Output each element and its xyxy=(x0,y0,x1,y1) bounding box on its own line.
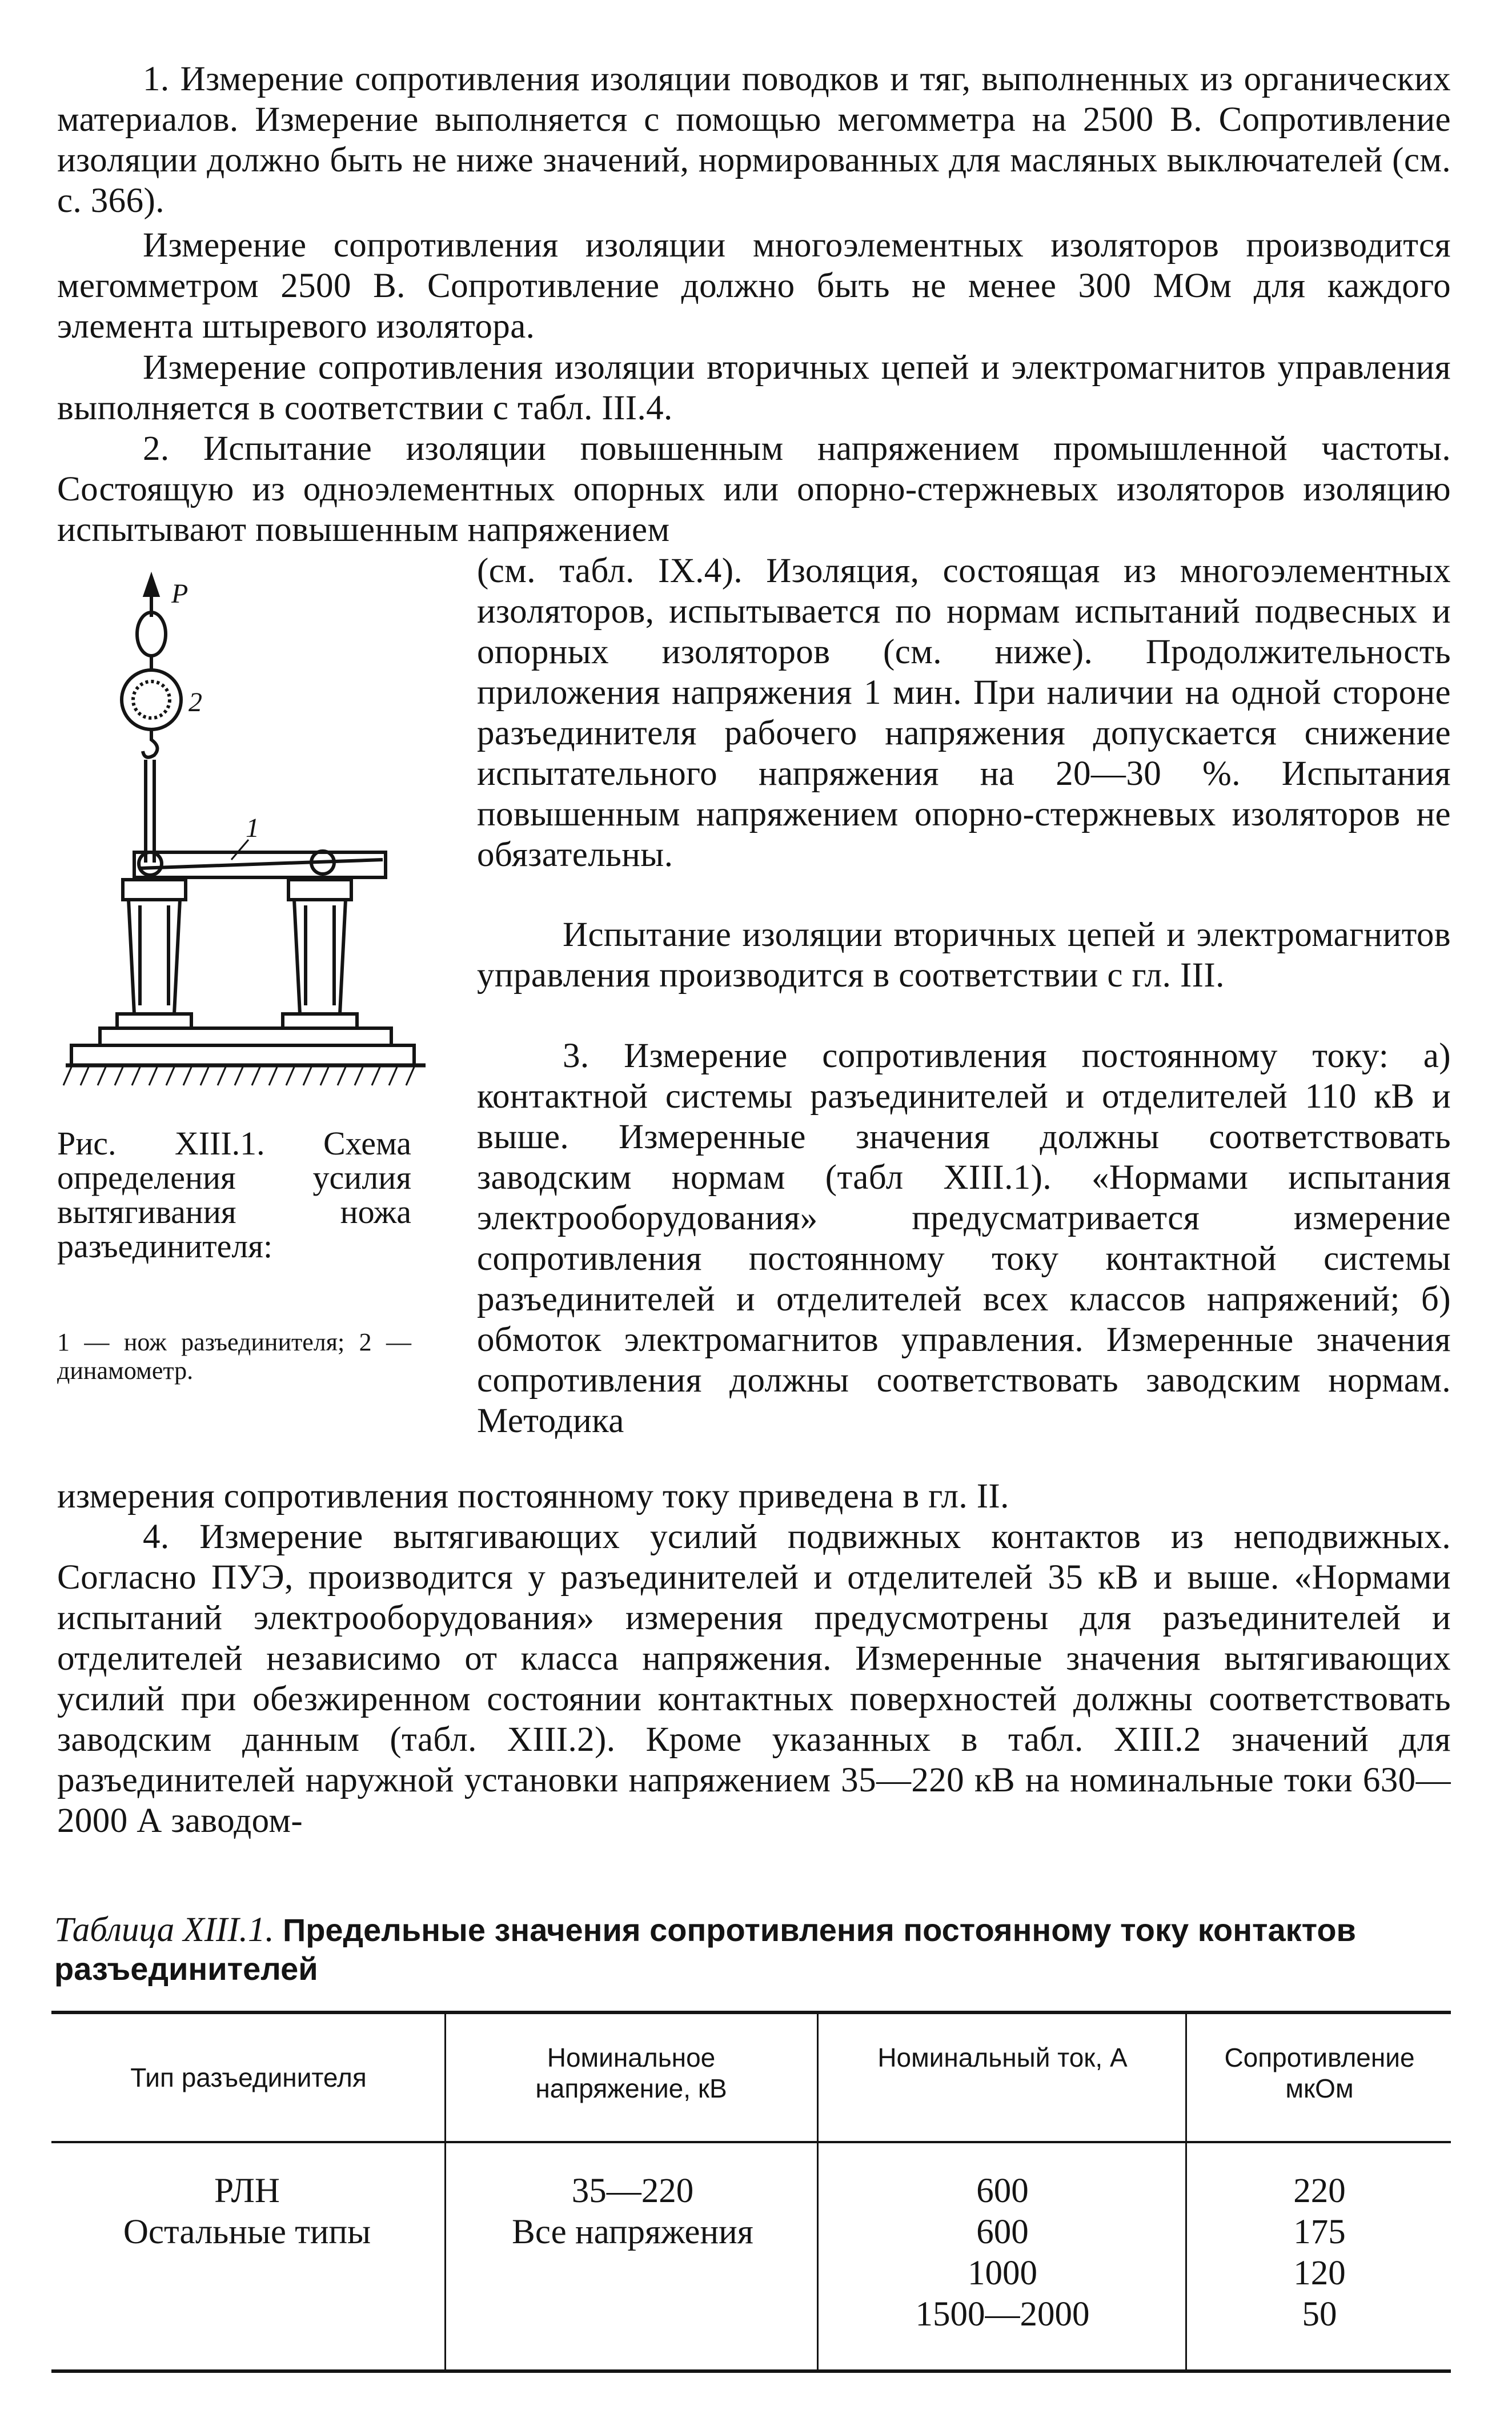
paragraph-4: 2. Испытание изоляции повышенным напряжением промышленной частоты. Состоящую из одноэлементных опорных или опорно-стержневых изоляторов изоляцию испытывают повышенным напряжением xyxy=(57,430,1451,549)
column-voltage xyxy=(448,2171,817,2253)
table-top-rule xyxy=(51,2011,1451,2014)
dynamometer-label: 2 xyxy=(189,687,202,717)
column-divider xyxy=(444,2014,446,2369)
table-cell: 220 xyxy=(1293,2172,1346,2210)
paragraph-5: Испытание изоляции вторичных цепей и электромагнитов управления производится в соответствии с гл. III. xyxy=(477,916,1451,995)
table-cell: 35—220 xyxy=(571,2172,694,2210)
table-cell: 1500—2000 xyxy=(915,2295,1090,2333)
table-header-rule xyxy=(51,2141,1451,2143)
figure-caption: Рис. XIII.1. Схема определения усилия вытягивания ножа разъединителя: xyxy=(57,1125,411,1265)
paragraph-1: 1. Измерение сопротивления изоляции поводков и тяг, выполненных из органических материалов. Измерение выполняется с помощью мегомметра на 2500 В. Сопротивление изоляции должно быть не ниже значений, нормированных для масляных выключателей (см. с. 366). xyxy=(57,60,1451,220)
table-cell: РЛН xyxy=(214,2172,280,2210)
table-cell: 175 xyxy=(1293,2213,1346,2251)
force-label: P xyxy=(171,579,189,609)
table-bottom-rule xyxy=(51,2369,1451,2373)
table-cell: 600 xyxy=(976,2213,1029,2251)
column-type xyxy=(51,2171,443,2253)
column-resistance xyxy=(1188,2171,1451,2335)
blade-label: 1 xyxy=(246,813,259,843)
header-current: Номинальный ток, А xyxy=(877,2043,1128,2072)
header-resistance: Сопротивление мкОм xyxy=(1224,2043,1415,2103)
paragraph-3: Измерение сопротивления изоляции вторичных цепей и электромагнитов управления выполняется в соответствии с табл. III.4. xyxy=(57,348,1451,427)
disconnector-schematic xyxy=(60,571,426,1128)
paragraph-4-continued: (см. табл. IX.4). Изоляция, состоящая из многоэлементных изоляторов, испытывается по нормам испытаний подвесных и опорных изоляторов (см. ниже). Продолжительность приложения напряжения 1 мин. При наличии на одной стороне разъединителя рабочего напряжения допускается снижение испытательного напряжения на 20—30 %. Испытания повышенным напряжением опорно-стержневых изоляторов не обязательны. xyxy=(477,552,1451,874)
table-cell: Все напряжения xyxy=(512,2213,753,2251)
column-divider xyxy=(817,2014,819,2369)
paragraph-6: 3. Измерение сопротивления постоянному току: а) контактной системы разъединителей и отделителей 110 кВ и выше. Измеренные значения должны соответствовать заводским нормам (табл XIII.1). «Нормами испытания электрооборудования» предусматривается измерение сопротивления постоянному току контактной системы разъединителей и отделителей всех классов напряжений; б) обмоток электромагнитов управления. Измеренные значения сопротивления должны соответствовать заводским нормам. Методика xyxy=(477,1037,1451,1440)
paragraph-6-end: измерения сопротивления постоянному току приведена в гл. II. xyxy=(57,1477,1009,1515)
table-cell: Остальные типы xyxy=(123,2213,371,2251)
table-caption: Предельные значения сопротивления постоянному току контактов разъединителей xyxy=(54,1912,1356,1987)
header-voltage: Номинальное напряжение, кВ xyxy=(535,2043,727,2103)
table-cell: 50 xyxy=(1302,2295,1337,2333)
column-divider xyxy=(1185,2014,1187,2369)
header-type: Тип разъединителя xyxy=(130,2063,367,2092)
figure-legend: 1 — нож разъединителя; 2 — динамометр. xyxy=(57,1328,411,1385)
table-cell: 1000 xyxy=(968,2254,1037,2292)
table-cell: 600 xyxy=(976,2172,1029,2210)
table-number: Таблица XIII.1. xyxy=(54,1911,274,1949)
table-cell: 120 xyxy=(1293,2254,1346,2292)
table-title xyxy=(54,1911,1448,1988)
paragraph-7: 4. Измерение вытягивающих усилий подвижных контактов из неподвижных. Согласно ПУЭ, производится у разъединителей и отделителей 35 кВ и выше. «Нормами испытаний электрооборудования» измерения предусмотрены для разъединителей и отделителей независимо от класса напряжения. Измеренные значения вытягивающих усилий при обезжиренном состоянии контактных поверхностей должны соответствовать заводским данным (табл. XIII.2). Кроме указанных в табл. XIII.2 значений для разъединителей наружной установки напряжением 35—220 кВ на номинальные токи 630—2000 А заводом- xyxy=(57,1518,1451,1840)
paragraph-2: Измерение сопротивления изоляции многоэлементных изоляторов производится мегомметром 2500 В. Сопротивление должно быть не менее 300 МОм для каждого элемента штыревого изолятора. xyxy=(57,226,1451,346)
column-current xyxy=(820,2171,1185,2335)
